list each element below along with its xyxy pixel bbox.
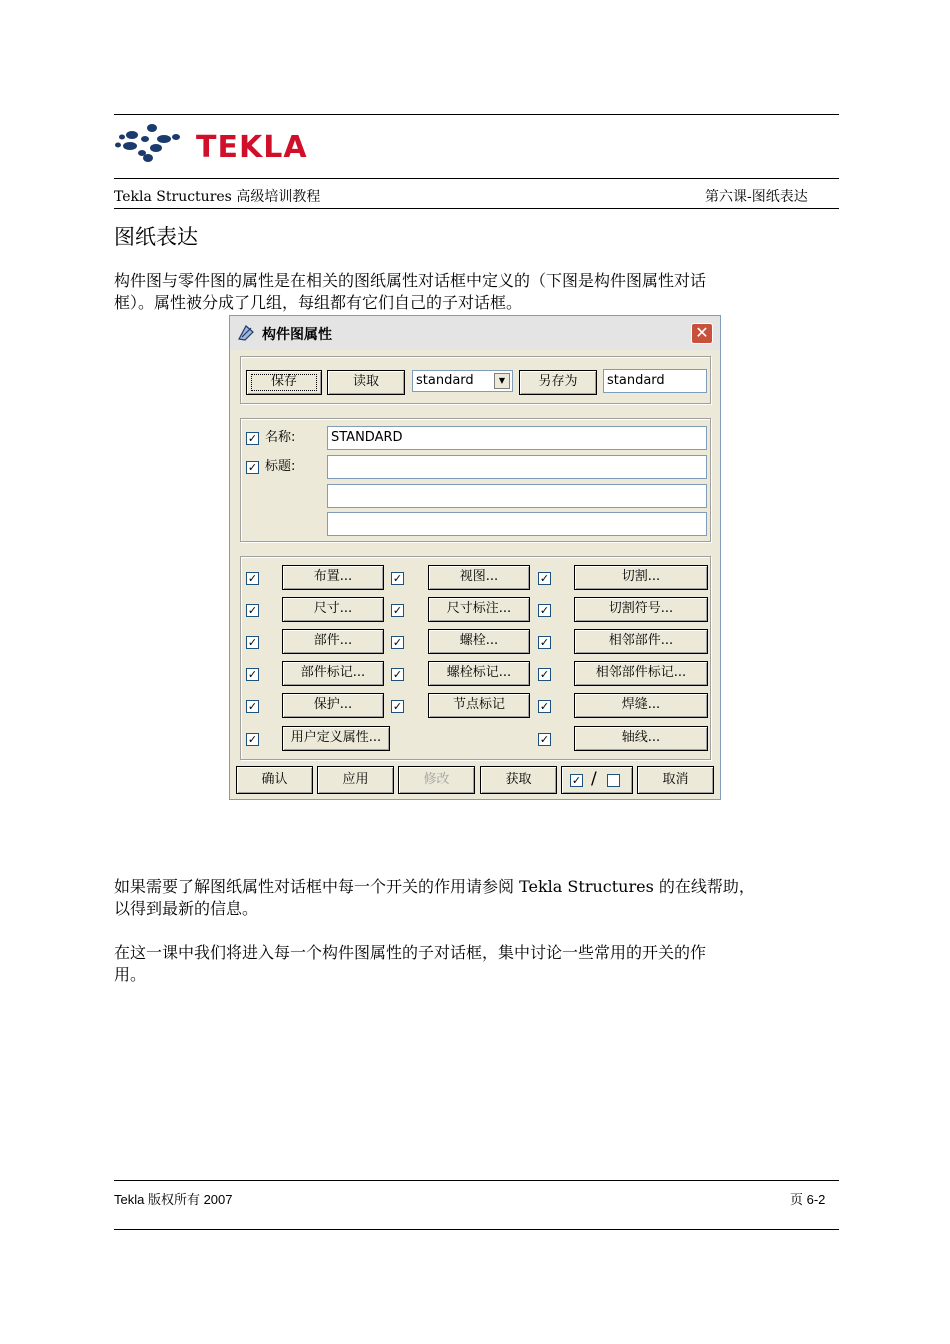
cut-symbol-checkbox[interactable]: ✓ bbox=[539, 604, 550, 617]
udattr-checkbox[interactable]: ✓ bbox=[247, 733, 258, 746]
cut-symbol-button[interactable]: 切割符号... bbox=[574, 597, 708, 622]
neighbor-mark-button[interactable]: 相邻部件标记... bbox=[574, 661, 708, 686]
dimension-button[interactable]: 尺寸... bbox=[282, 597, 384, 622]
footer-bottom-rule bbox=[114, 1229, 839, 1230]
bolt-checkbox[interactable]: ✓ bbox=[392, 636, 403, 649]
layout-checkbox[interactable]: ✓ bbox=[247, 572, 258, 585]
name-checkbox[interactable]: ✓ bbox=[247, 432, 258, 445]
neighbor-mark-checkbox[interactable]: ✓ bbox=[539, 668, 550, 681]
title-1-input[interactable] bbox=[327, 455, 707, 479]
weld-checkbox[interactable]: ✓ bbox=[539, 700, 550, 713]
header-rule bbox=[114, 178, 839, 179]
get-button[interactable]: 获取 bbox=[480, 766, 557, 794]
part-mark-button[interactable]: 部件标记... bbox=[282, 661, 384, 686]
tekla-logo bbox=[112, 122, 312, 166]
dim-mark-checkbox[interactable]: ✓ bbox=[392, 604, 403, 617]
close-button[interactable]: ✕ bbox=[691, 323, 713, 344]
paragraph-1-line-1: 构件图与零件图的属性是在相关的图纸属性对话框中定义的（下图是构件图属性对话 bbox=[114, 271, 707, 290]
weld-button[interactable]: 焊缝... bbox=[574, 693, 708, 718]
toggle-separator: / bbox=[591, 769, 597, 789]
unchecked-icon bbox=[607, 774, 620, 787]
title-checkbox[interactable]: ✓ bbox=[247, 461, 258, 474]
bolt-mark-checkbox[interactable]: ✓ bbox=[392, 668, 403, 681]
header-bottom-rule bbox=[114, 208, 839, 209]
grid-checkbox[interactable]: ✓ bbox=[539, 733, 550, 746]
cut-checkbox[interactable]: ✓ bbox=[539, 572, 550, 585]
protection-button[interactable]: 保护... bbox=[282, 693, 384, 718]
neighbor-part-button[interactable]: 相邻部件... bbox=[574, 629, 708, 654]
dimension-checkbox[interactable]: ✓ bbox=[247, 604, 258, 617]
node-mark-checkbox[interactable]: ✓ bbox=[392, 700, 403, 713]
paragraph-2-line-1: 如果需要了解图纸属性对话框中每一个开关的作用请参阅 Tekla Structures 的在线帮助， bbox=[114, 877, 755, 896]
cut-button[interactable]: 切割... bbox=[574, 565, 708, 590]
modify-button[interactable]: 修改 bbox=[398, 766, 475, 794]
paragraph-1-line-2: 框）。属性被分成了几组，每组都有它们自己的子对话框。 bbox=[114, 293, 523, 312]
part-mark-checkbox[interactable]: ✓ bbox=[247, 668, 258, 681]
footer-copyright: Tekla 版权所有 2007 bbox=[114, 1192, 233, 1207]
udattr-button[interactable]: 用户定义属性... bbox=[282, 726, 390, 751]
layout-button[interactable]: 布置... bbox=[282, 565, 384, 590]
node-mark-button[interactable]: 节点标记 bbox=[428, 693, 530, 718]
top-rule bbox=[114, 114, 839, 115]
checked-icon: ✓ bbox=[571, 774, 582, 787]
save-as-input[interactable]: standard bbox=[603, 369, 707, 393]
view-button[interactable]: 视图... bbox=[428, 565, 530, 590]
footer-page-number: 页 6-2 bbox=[790, 1192, 826, 1207]
title-label: 标题: bbox=[265, 459, 296, 474]
paragraph-3-line-2: 用。 bbox=[114, 965, 147, 984]
load-select-value: standard bbox=[416, 373, 474, 388]
cancel-button[interactable]: 取消 bbox=[637, 766, 714, 794]
paragraph-2-line-2: 以得到最新的信息。 bbox=[114, 899, 259, 918]
header-right: 第六课-图纸表达 bbox=[705, 189, 808, 205]
save-as-button[interactable]: 另存为 bbox=[519, 370, 597, 395]
part-button[interactable]: 部件... bbox=[282, 629, 384, 654]
dialog-titlebar[interactable] bbox=[230, 316, 720, 350]
chevron-down-icon[interactable]: ▼ bbox=[494, 373, 510, 389]
ok-button[interactable]: 确认 bbox=[236, 766, 313, 794]
footer-top-rule bbox=[114, 1180, 839, 1181]
save-button[interactable]: 保存 bbox=[246, 370, 322, 395]
grid-button[interactable]: 轴线... bbox=[574, 726, 708, 751]
assembly-drawing-properties-dialog bbox=[229, 315, 721, 800]
part-checkbox[interactable]: ✓ bbox=[247, 636, 258, 649]
protection-checkbox[interactable]: ✓ bbox=[247, 700, 258, 713]
neighbor-part-checkbox[interactable]: ✓ bbox=[539, 636, 550, 649]
load-button[interactable]: 读取 bbox=[327, 370, 405, 395]
title-3-input[interactable] bbox=[327, 512, 707, 536]
apply-button[interactable]: 应用 bbox=[317, 766, 394, 794]
bolt-mark-button[interactable]: 螺栓标记... bbox=[428, 661, 530, 686]
load-select[interactable] bbox=[412, 370, 513, 392]
header-left: Tekla Structures 高级培训教程 bbox=[114, 189, 321, 205]
dialog-title: 构件图属性 bbox=[262, 327, 332, 343]
name-input[interactable]: STANDARD bbox=[327, 426, 707, 450]
logo-text: TEKLA bbox=[196, 130, 308, 165]
dim-mark-button[interactable]: 尺寸标注... bbox=[428, 597, 530, 622]
bolt-button[interactable]: 螺栓... bbox=[428, 629, 530, 654]
drawing-icon bbox=[236, 323, 256, 343]
title-2-input[interactable] bbox=[327, 484, 707, 508]
toggle-all-button[interactable] bbox=[561, 766, 633, 794]
section-title: 图纸表达 bbox=[114, 225, 198, 249]
name-label: 名称: bbox=[265, 430, 296, 445]
paragraph-3-line-1: 在这一课中我们将进入每一个构件图属性的子对话框，集中讨论一些常用的开关的作 bbox=[114, 943, 707, 962]
view-checkbox[interactable]: ✓ bbox=[392, 572, 403, 585]
tekla-logo-icon bbox=[112, 122, 192, 166]
